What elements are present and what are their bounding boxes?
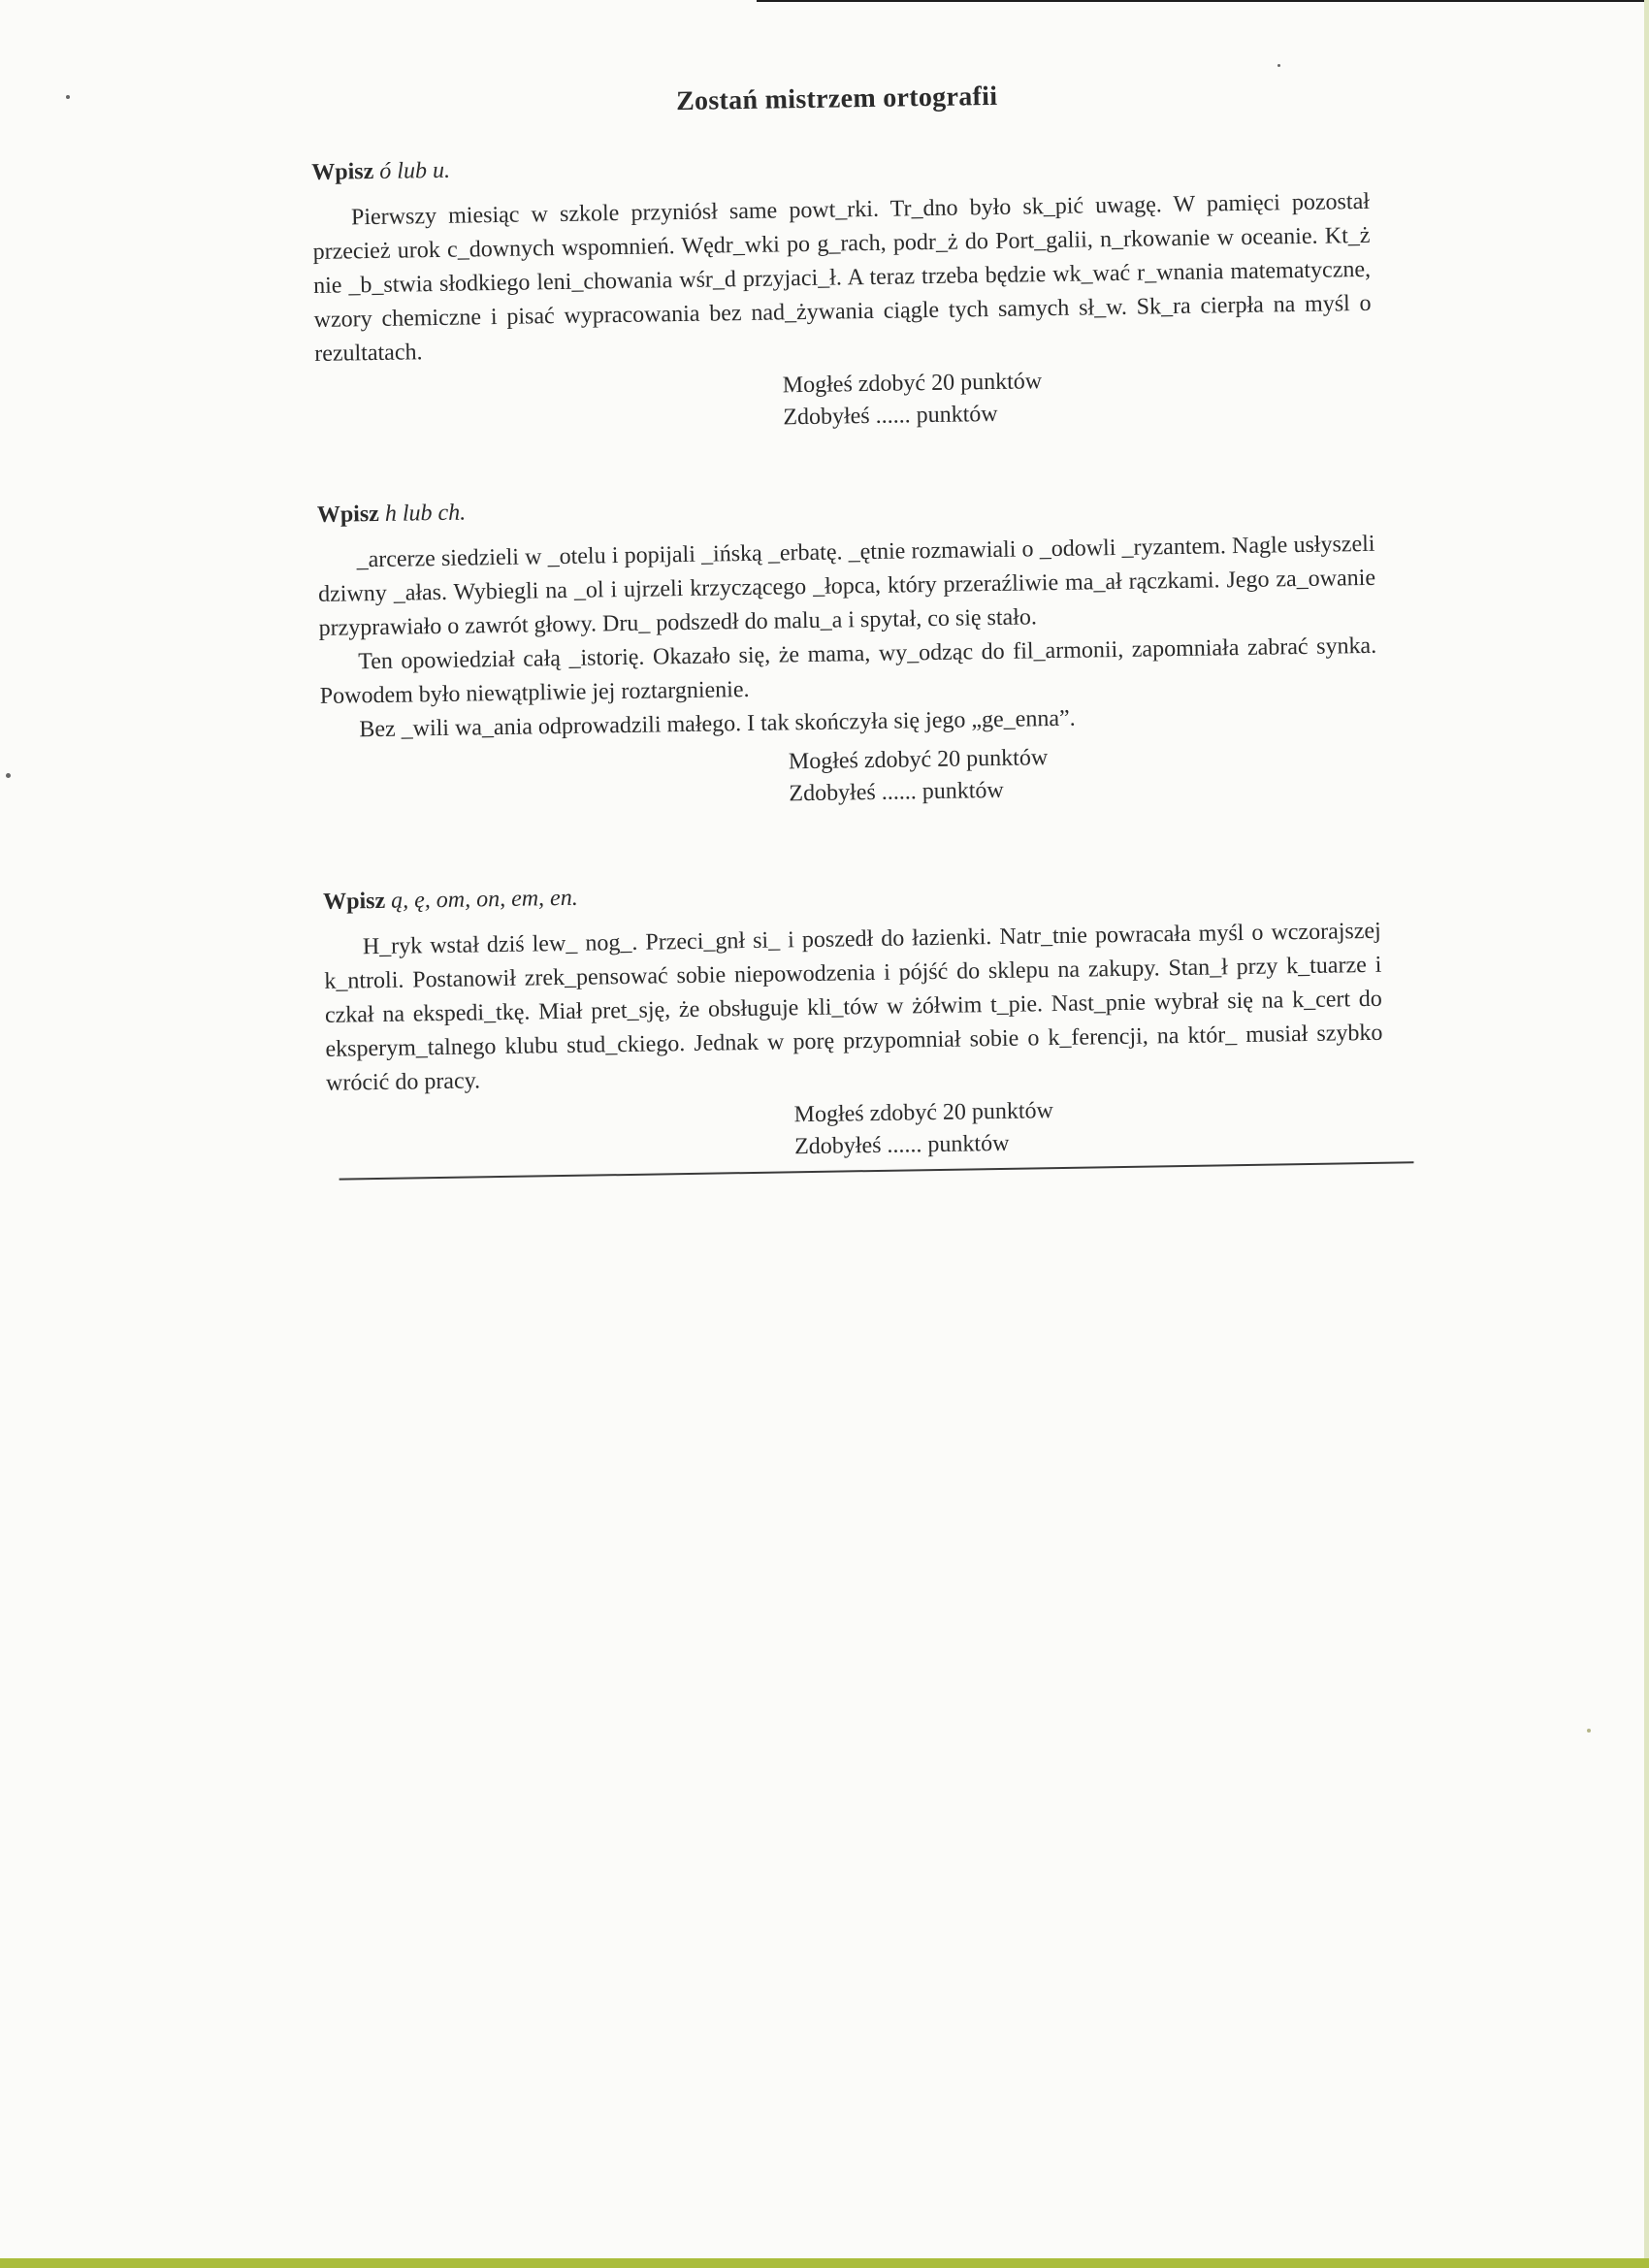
score-obtained: Zdobyłeś ...... punktów [783, 401, 998, 431]
section-nasal-vowels [323, 873, 1384, 1171]
instruction-prefix: Wpisz [316, 501, 386, 528]
page-title: Zostań mistrzem ortografii [675, 81, 998, 117]
section-instruction [311, 144, 1369, 186]
instruction-letters: ą, ę, om, on, em, en. [390, 885, 578, 914]
scan-speck [1277, 64, 1280, 67]
score-obtained: Zdobyłeś ...... punktów [793, 1130, 1010, 1160]
section-instruction [317, 486, 1374, 529]
scan-edge-bottom [0, 2258, 1649, 2268]
instruction-prefix: Wpisz [311, 158, 380, 185]
scan-edge-right [1644, 0, 1649, 2268]
scan-edge-top [757, 0, 1649, 2]
scan-speck [6, 773, 11, 778]
score-possible: Mogłeś zdobyć 20 punktów [788, 745, 1049, 775]
exercise-paragraph: Ten opowiedział całą _istorię. Okazało się, że mama, wy_odząc do fil_armonii, zapomniała zabrać synka. Powodem było niewątpliwie jej roztargnienie. [319, 632, 1377, 709]
instruction-prefix: Wpisz [322, 888, 392, 915]
score-possible: Mogłeś zdobyć 20 punktów [793, 1098, 1054, 1128]
instruction-letters: h lub ch. [384, 500, 467, 527]
score-block [789, 737, 1379, 811]
score-obtained: Zdobyłeś ...... punktów [789, 777, 1004, 807]
section-instruction [323, 873, 1380, 916]
section-h-ch [317, 486, 1379, 818]
score-block [783, 361, 1374, 435]
exercise-paragraph: Pierwszy miesiąc w szkole przyniósł same powt_rki. Tr_dno było sk_pić uwagę. W pamięci pozostał przecież urok c_downych wspomnień. Wędr_wki po g_rach, podr_ż do Port_galii, n_rkowanie w oceanie. Kt_ż nie _b_stwia słodkiego leni_chowania wśr_d przyjaci_ł. A teraz trzeba będzie wk_wać r_wnania matematyczne, wzory chemiczne i pisać wypracowania bez nad_żywania ciągle tych samych sł_w. Sk_ra cierpła na myśl o rezultatach. [312, 188, 1372, 367]
score-block [793, 1090, 1384, 1164]
exercise-paragraph: _arcerze siedzieli w _otelu i popijali _ińską _erbatę. _ętnie rozmawiali o _odowli _ryzantem. Nagle usłyszeli dziwny _ałas. Wybiegli na _ol i ujrzeli krzyczącego _łopca, który przeraźliwie ma_ał rączkami. Jego za_owanie przyprawiało o zawrót głowy. Dru_ podszedł do malu_a i spytał, co się stało. [317, 531, 1376, 641]
score-possible: Mogłeś zdobyć 20 punktów [782, 369, 1043, 399]
worksheet [310, 75, 1419, 1217]
exercise-paragraph: Bez _wili wa_ania odprowadzili małego. I tak skończyła się jego „ge_enna”. [359, 705, 1076, 743]
scan-speck [66, 95, 70, 99]
section-o-u [311, 144, 1373, 441]
instruction-letters: ó lub u. [379, 157, 451, 184]
scan-speck [1587, 1729, 1591, 1733]
exercise-paragraph: H_ryk wstał dziś lew_ nog_. Przeci_gnł si_ i poszedł do łazienki. Natr_tnie powracała myśl o wczorajszej k_ntroli. Postanowił zrek_pensować sobie niepowodzenia i pójść do sklepu na zakupy. Stan_ł przy k_tuarze i czkał na ekspedi_tkę. Miał pret_sję, że obsługuje kli_tów w żółwim t_pie. Nast_pnie wybrał się na k_cert do eksperym_talnego klubu stud_ckiego. Jednak w porę przypomniał sobie o k_ferencji, na któr_ musiał szybko wrócić do pracy. [324, 918, 1383, 1096]
